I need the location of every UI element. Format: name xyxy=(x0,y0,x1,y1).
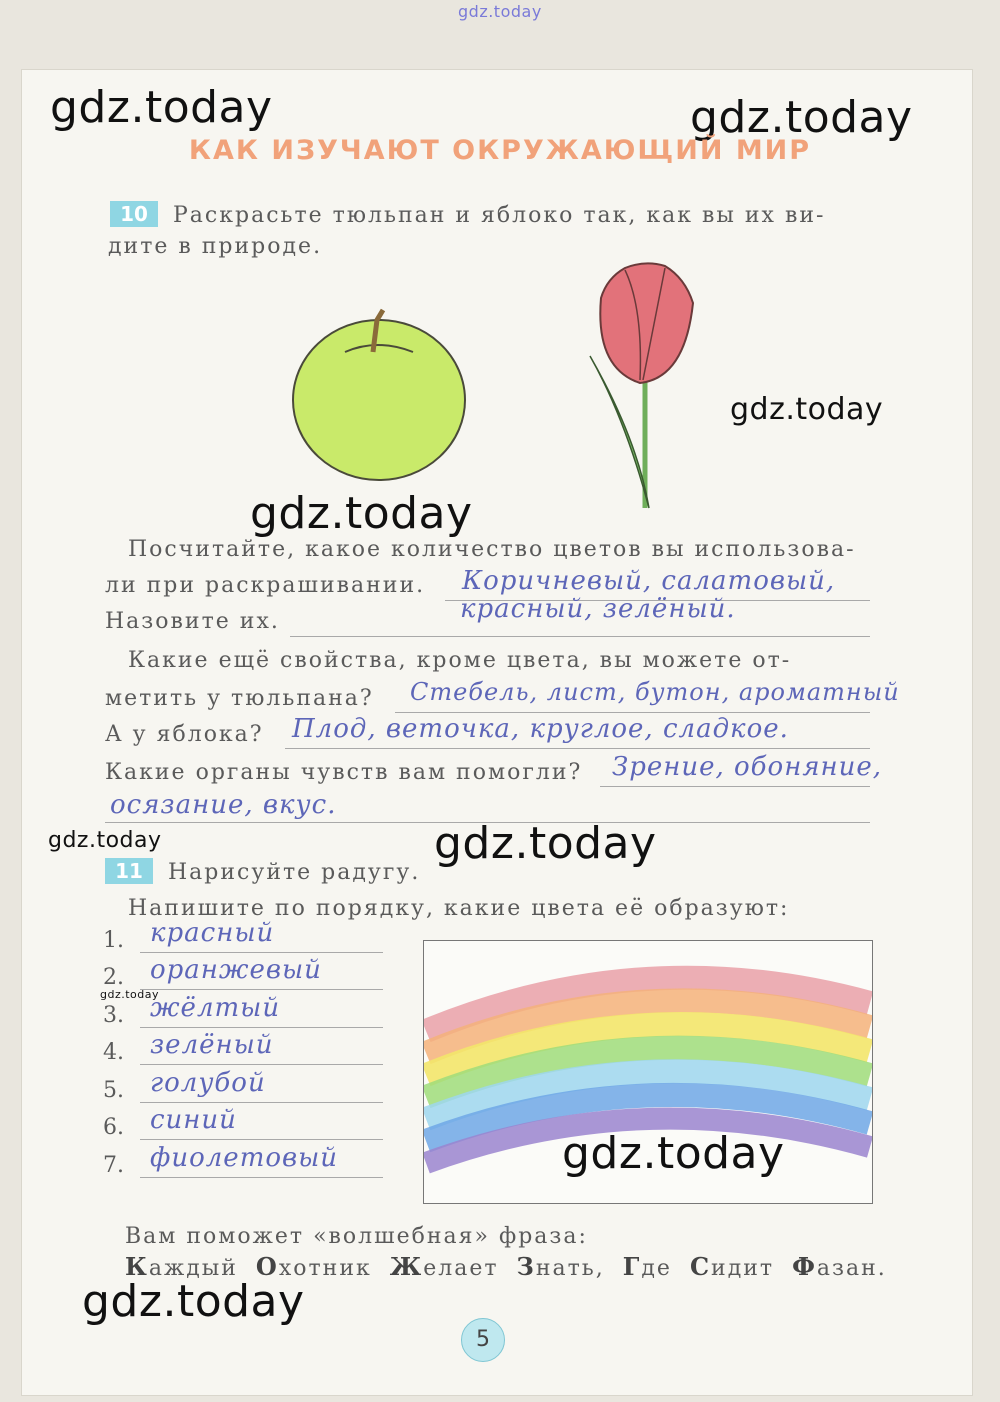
question-text: Какие ещё свойства, кроме цвета, вы можете от- xyxy=(128,648,792,673)
answer-line xyxy=(140,1027,383,1028)
question-text: Назовите их. xyxy=(105,609,280,634)
color-answer: оранжевый xyxy=(150,955,322,985)
page-number: 5 xyxy=(461,1318,505,1362)
task-10-badge: 10 xyxy=(110,201,158,227)
list-number: 1. xyxy=(103,928,124,953)
watermark: gdz.today xyxy=(48,828,162,853)
color-answer: голубой xyxy=(150,1068,266,1098)
phrase-word: елает xyxy=(423,1256,499,1281)
phrase-word: аждый xyxy=(148,1256,238,1281)
phrase-word: нать, xyxy=(535,1256,605,1281)
question-text: А у яблока? xyxy=(105,722,264,747)
color-answer: зелёный xyxy=(150,1030,274,1060)
list-number: 2. xyxy=(103,965,124,990)
question-text: Посчитайте, какое количество цветов вы использова- xyxy=(128,537,856,562)
phrase-word: азан. xyxy=(816,1256,887,1281)
phrase-initial: Ж xyxy=(389,1252,424,1281)
list-number: 6. xyxy=(103,1115,124,1140)
phrase-word: хотник xyxy=(278,1256,372,1281)
watermark: gdz.today xyxy=(730,392,884,427)
answer-line xyxy=(600,786,870,787)
answer-line xyxy=(290,636,870,637)
watermark: gdz.today xyxy=(562,1128,785,1179)
handwritten-answer: Коричневый, салатовый, xyxy=(462,566,836,596)
handwritten-answer: осязание, вкус. xyxy=(110,790,337,820)
watermark: gdz.today xyxy=(690,92,913,143)
answer-line xyxy=(140,1139,383,1140)
watermark: gdz.today xyxy=(50,82,273,133)
watermark: gdz.today xyxy=(250,488,473,539)
list-number: 3. xyxy=(103,1003,124,1028)
page-title: КАК ИЗУЧАЮТ ОКРУЖАЮЩИЙ МИР xyxy=(188,135,812,166)
question-text: Какие органы чувств вам помогли? xyxy=(105,760,583,785)
task-11-text: Нарисуйте радугу. xyxy=(168,860,421,885)
hint-text: Вам поможет «волшебная» фраза: xyxy=(125,1224,588,1249)
phrase-initial: З xyxy=(516,1252,536,1281)
task-10-text: Раскрасьте тюльпан и яблоко так, как вы их ви- xyxy=(173,203,826,228)
answer-line xyxy=(140,1177,383,1178)
task-11-text: Напишите по порядку, какие цвета её образуют: xyxy=(128,896,790,921)
handwritten-answer: красный, зелёный. xyxy=(460,594,736,624)
list-number: 4. xyxy=(103,1040,124,1065)
list-number: 7. xyxy=(103,1153,124,1178)
answer-line xyxy=(140,989,383,990)
answer-line xyxy=(140,1064,383,1065)
phrase-initial: Г xyxy=(622,1252,642,1281)
task-10-text: дите в природе. xyxy=(108,234,323,259)
color-answer: фиолетовый xyxy=(150,1143,339,1173)
apple-drawing xyxy=(285,300,475,485)
phrase-initial: К xyxy=(125,1252,149,1281)
tulip-drawing xyxy=(585,258,705,520)
phrase-initial: С xyxy=(689,1252,712,1281)
question-text: метить у тюльпана? xyxy=(105,686,374,711)
phrase-initial: Ф xyxy=(792,1252,817,1281)
watermark: gdz.today xyxy=(100,988,160,1001)
color-answer: жёлтый xyxy=(150,993,281,1023)
phrase-word: идит xyxy=(711,1256,775,1281)
answer-line xyxy=(285,748,870,749)
answer-line xyxy=(395,712,870,713)
watermark-top: gdz.today xyxy=(458,2,542,21)
question-text: ли при раскрашивании. xyxy=(105,573,426,598)
color-answer: красный xyxy=(150,918,275,948)
handwritten-answer: Зрение, обоняние, xyxy=(612,752,883,782)
phrase-word: де xyxy=(641,1256,672,1281)
answer-line xyxy=(140,1102,383,1103)
list-number: 5. xyxy=(103,1078,124,1103)
handwritten-answer: Плод, веточка, круглое, сладкое. xyxy=(292,714,789,744)
watermark: gdz.today xyxy=(82,1276,305,1327)
handwritten-answer: Стебель, лист, бутон, ароматный xyxy=(410,678,900,706)
color-answer: синий xyxy=(150,1105,237,1135)
task-11-badge: 11 xyxy=(105,858,153,884)
phrase-initial: О xyxy=(255,1252,279,1281)
answer-line xyxy=(140,952,383,953)
watermark: gdz.today xyxy=(434,818,657,869)
